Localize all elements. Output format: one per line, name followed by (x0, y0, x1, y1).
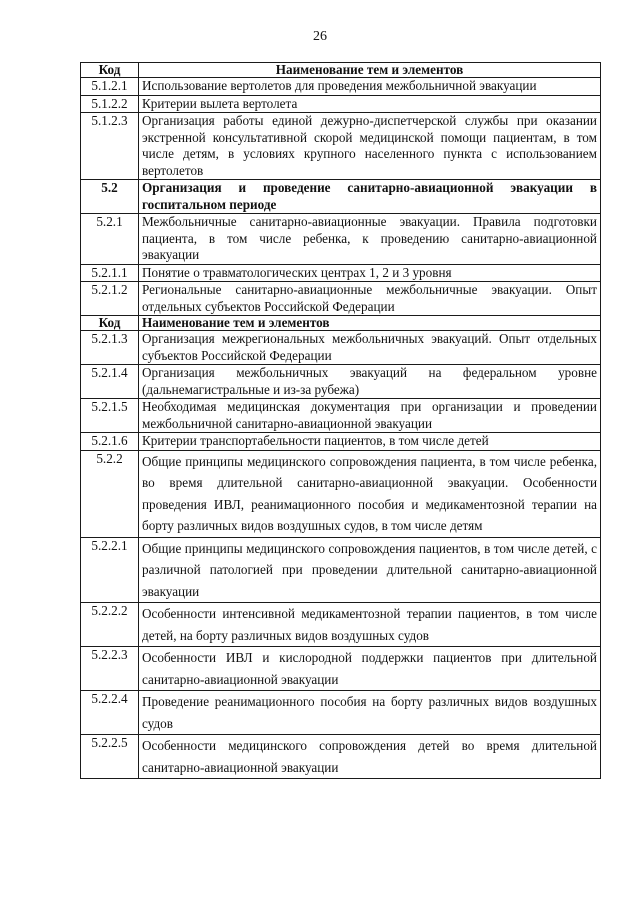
row-code: 5.2.2.1 (81, 537, 139, 603)
table-row (81, 537, 601, 603)
row-name: Региональные санитарно-авиационные межбольничные эвакуации. Опыт отдельных субъектов Российской Федерации (139, 282, 601, 316)
table-row (81, 647, 601, 691)
table-row (81, 365, 601, 399)
row-name: Организация работы единой дежурно-диспетчерской службы при оказании экстренной консультативной скорой медицинской помощи пациентам, в том числе детям, в условиях крупного населенного пункта с использованием вертолетов (139, 113, 601, 180)
row-name: Особенности медицинского сопровождения детей во время длительной санитарно-авиационной эвакуации (139, 735, 601, 779)
row-code: 5.2.1.4 (81, 365, 139, 399)
table-header-row-repeat (81, 316, 601, 331)
row-code: 5.1.2.3 (81, 113, 139, 180)
row-name: Особенности интенсивной медикаментозной терапии пациентов, в том числе детей, на борту различных видов воздушных судов (139, 603, 601, 647)
page-number: 26 (313, 29, 327, 44)
row-name: Организация межбольничных эвакуаций на федеральном уровне (дальнемагистральные и из-за рубежа) (139, 365, 601, 399)
table-row (81, 399, 601, 433)
row-name: Общие принципы медицинского сопровождения пациента, в том числе ребенка, во время длительной санитарно-авиационной эвакуации. Особенности проведения ИВЛ, реанимационного пособия и медикаментозной терапии на борту различных видов воздушных судов, в том числе детям (139, 450, 601, 537)
row-code: 5.2.1 (81, 214, 139, 265)
table-row (81, 691, 601, 735)
section-row (81, 180, 601, 214)
row-code: 5.1.2.2 (81, 95, 139, 113)
row-code: 5.2.2 (81, 450, 139, 537)
row-code: 5.2.2.5 (81, 735, 139, 779)
table-row (81, 95, 601, 113)
table-row (81, 282, 601, 316)
row-name: Критерии вылета вертолета (139, 95, 601, 113)
row-code: 5.2.1.3 (81, 331, 139, 365)
table-header-row (81, 63, 601, 78)
table-row (81, 603, 601, 647)
section-name: Организация и проведение санитарно-авиационной эвакуации в госпитальном периоде (139, 180, 601, 214)
curriculum-table (80, 62, 601, 779)
row-name: Понятие о травматологических центрах 1, 2 и 3 уровня (139, 264, 601, 282)
table-row (81, 264, 601, 282)
row-name: Необходимая медицинская документация при организации и проведении межбольничной санитарно-авиационной эвакуации (139, 399, 601, 433)
table-row (81, 450, 601, 537)
row-name: Проведение реанимационного пособия на борту различных видов воздушных судов (139, 691, 601, 735)
row-code: 5.2.1.2 (81, 282, 139, 316)
row-code: 5.2.1.5 (81, 399, 139, 433)
row-name: Особенности ИВЛ и кислородной поддержки пациентов при длительной санитарно-авиационной эвакуации (139, 647, 601, 691)
row-code: 5.2.2.3 (81, 647, 139, 691)
row-name: Критерии транспортабельности пациентов, в том числе детей (139, 433, 601, 451)
row-name: Общие принципы медицинского сопровождения пациентов, в том числе детей, с различной патологией при проведении длительной санитарно-авиационной эвакуации (139, 537, 601, 603)
table-row (81, 214, 601, 265)
row-code: 5.2.2.4 (81, 691, 139, 735)
row-code: 5.2.1.6 (81, 433, 139, 451)
table-row (81, 735, 601, 779)
header-name-cell: Наименование тем и элементов (139, 63, 601, 78)
table-row (81, 78, 601, 96)
header-name-cell: Наименование тем и элементов (139, 316, 601, 331)
section-code: 5.2 (81, 180, 139, 214)
row-name: Организация межрегиональных межбольничных эвакуаций. Опыт отдельных субъектов Российской Федерации (139, 331, 601, 365)
row-code: 5.1.2.1 (81, 78, 139, 96)
table-row (81, 331, 601, 365)
row-name: Использование вертолетов для проведения межбольничной эвакуации (139, 78, 601, 96)
header-code-cell: Код (81, 316, 139, 331)
row-code: 5.2.1.1 (81, 264, 139, 282)
header-code-cell: Код (81, 63, 139, 78)
row-code: 5.2.2.2 (81, 603, 139, 647)
table-row (81, 113, 601, 180)
table-row (81, 433, 601, 451)
row-name: Межбольничные санитарно-авиационные эвакуации. Правила подготовки пациента, в том числе ребенка, к проведению санитарно-авиационной эвакуации (139, 214, 601, 265)
